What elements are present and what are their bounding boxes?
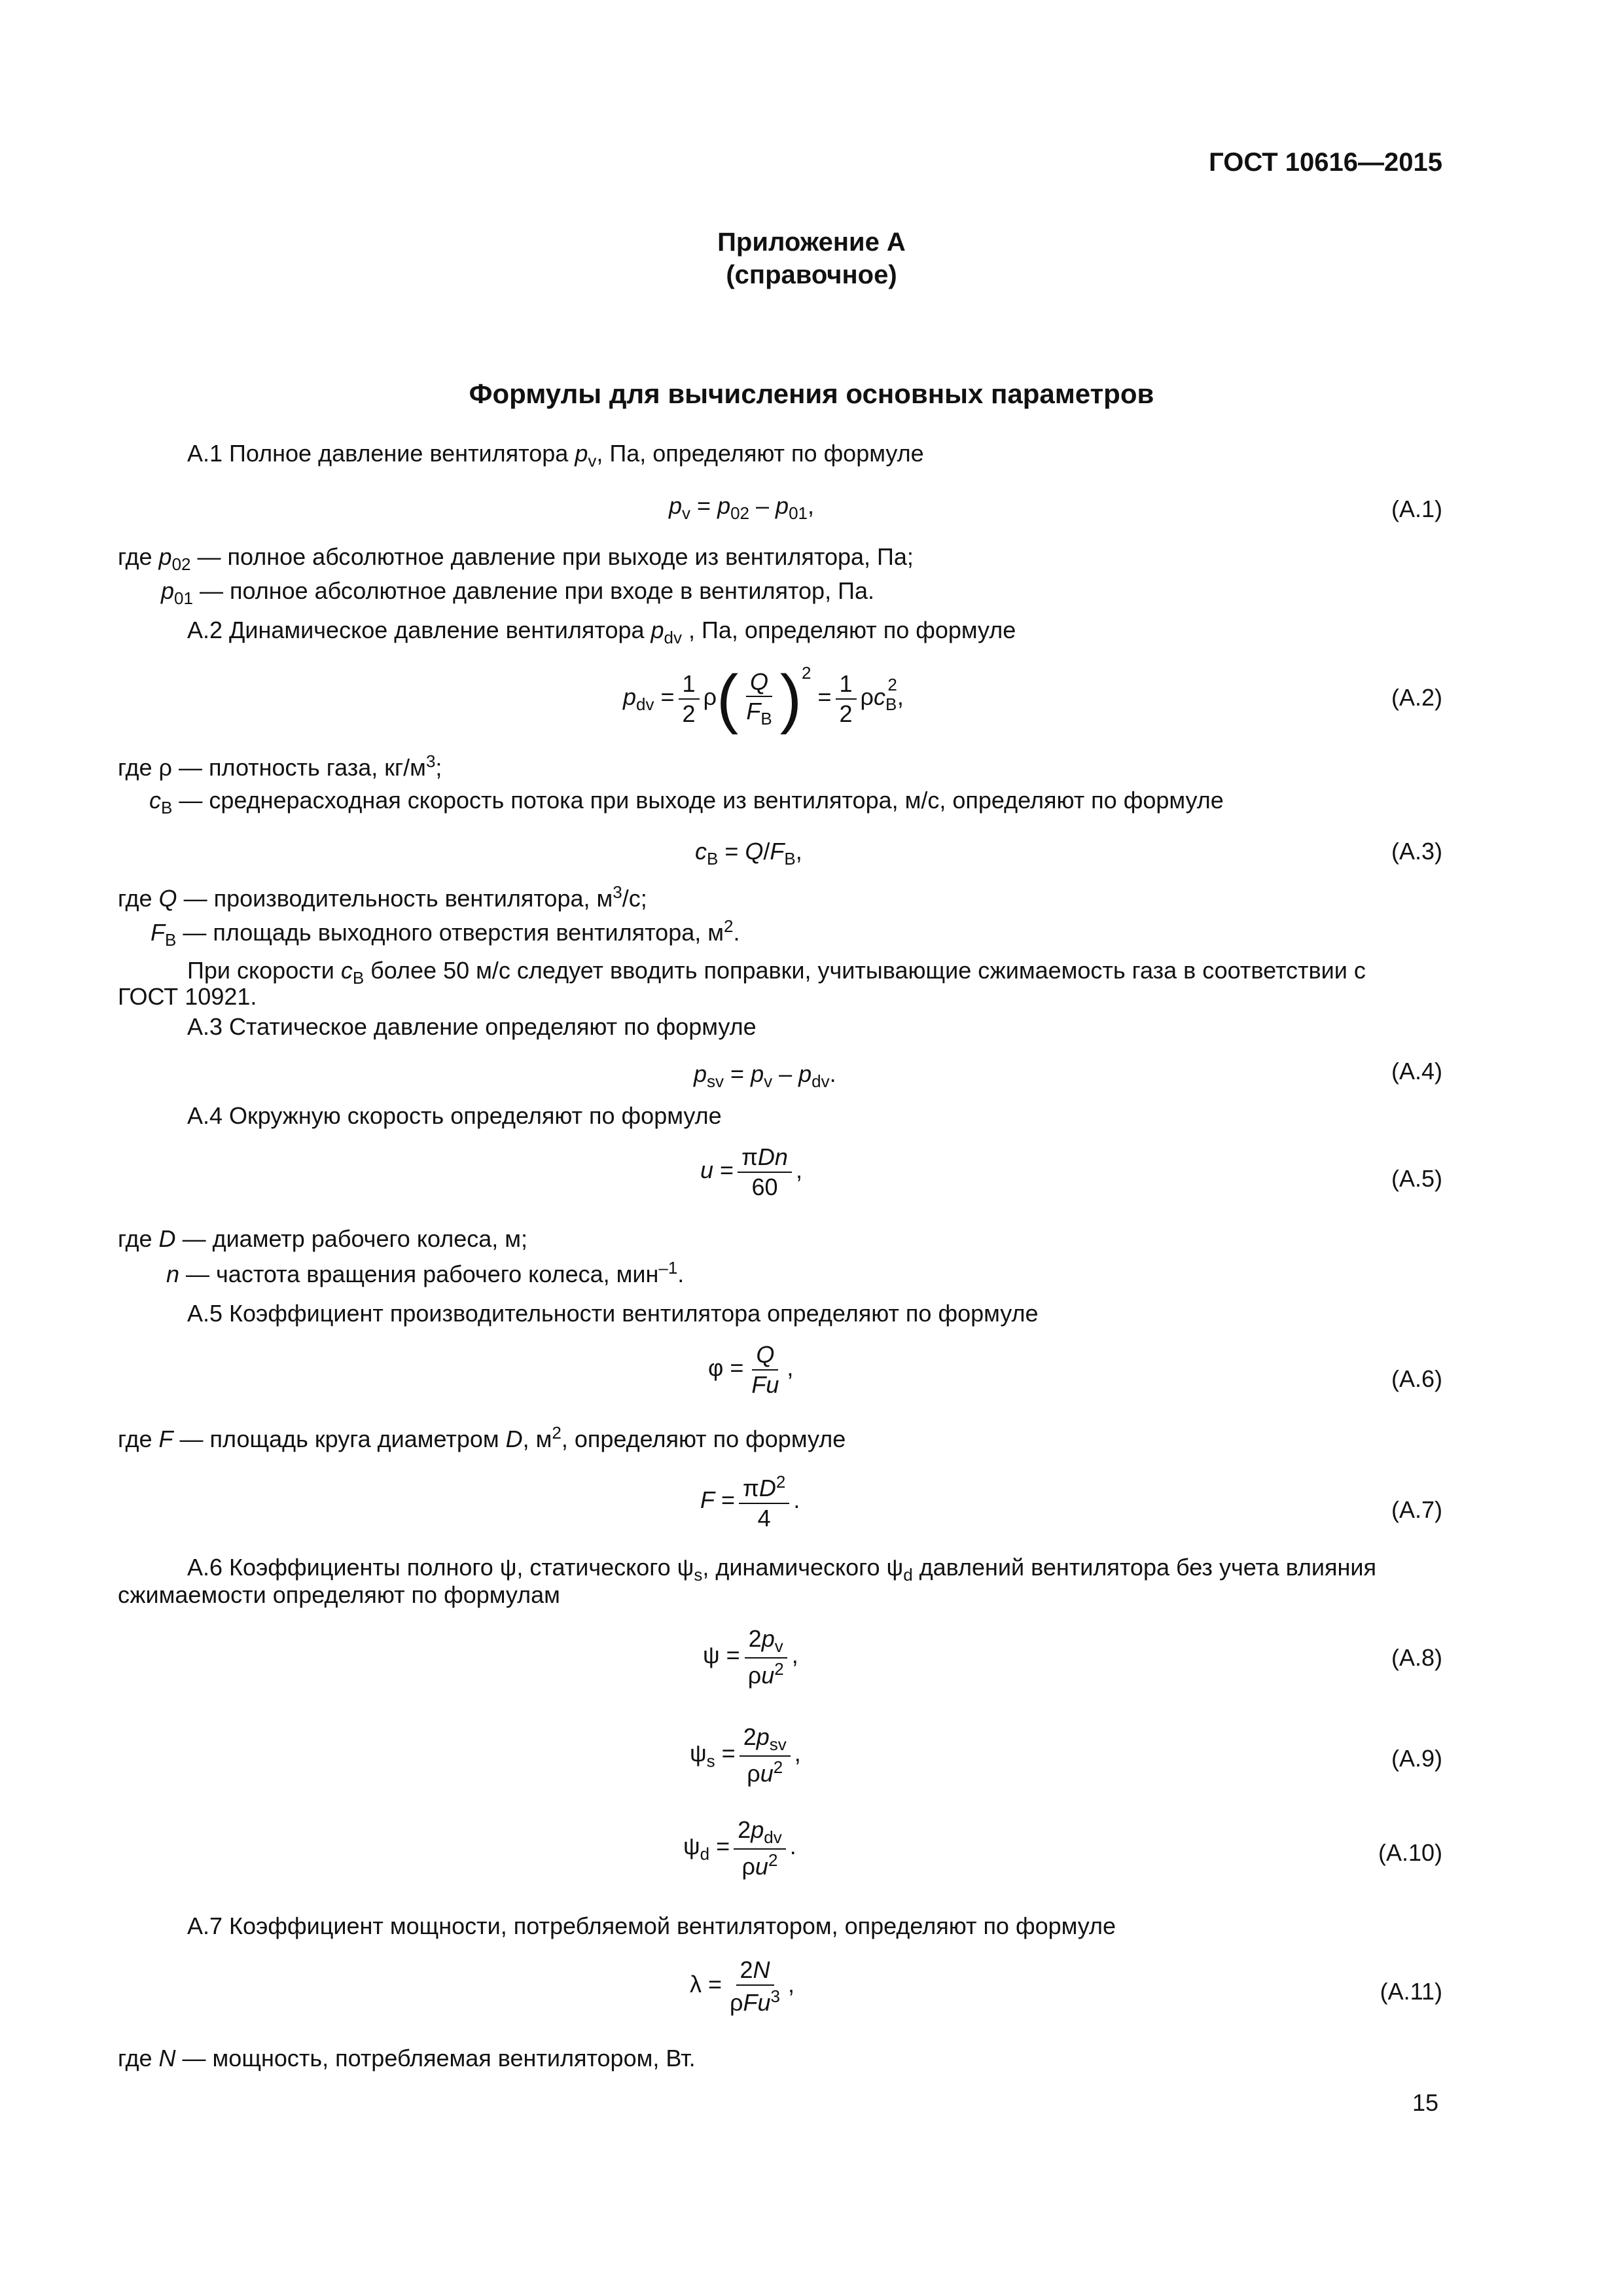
formula-a8: ψ = $\frac{2p_v}{\rho u^2}$ , (703, 1625, 798, 1689)
eq-number-a8: (А.8) (1391, 1644, 1442, 1671)
a5-where: где F — площадь круга диаметром D, $м^2$, определяют по формуле (118, 1423, 846, 1452)
formula-a1: $p_v = p_{02} - p_{01}$, (669, 492, 815, 524)
a2-where-1: где ρ — плотность газа, $кг/м^3$; (118, 751, 442, 781)
a1-paragraph: А.1 Полное давление вентилятора $p_v$, Па, определяют по формуле (187, 440, 924, 471)
formula-a6: φ = $\frac{Q}{Fu}$ , (708, 1341, 794, 1398)
eq-number-a4: (А.4) (1391, 1058, 1442, 1085)
note-line-1: При скорости $c_B$ более 50 м/с следует вводить поправки, учитывающие сжимаемость газа в соответствии с (187, 957, 1366, 988)
formula-a3: $c_B = Q/F_B$, (695, 838, 802, 869)
a7-where: где N — мощность, потребляемая вентилятором, Вт. (118, 2045, 696, 2072)
a2-where-1-end: ; (435, 754, 442, 781)
a6-line1-c: давлений вентилятора без учета влияния (912, 1554, 1377, 1581)
a6-line-2: сжимаемости определяют по формулам (118, 1581, 560, 1608)
where-prefix: где (118, 2045, 159, 2072)
a4-paragraph: А.4 Окружную скорость определяют по формуле (187, 1102, 722, 1129)
a7-paragraph: А.7 Коэффициент мощности, потребляемой вентилятором, определяют по формуле (187, 1912, 1116, 1939)
a2-text-before: А.2 Динамическое давление вентилятора (187, 617, 651, 643)
a6-line-1: А.6 Коэффициенты полного ψ, статического $\psi_s$, динамического $\psi_d$ давлений вентилятора без учета влияния (187, 1554, 1377, 1585)
eq-number-a10: (А.10) (1378, 1839, 1442, 1866)
a1-where-1-text: — полное абсолютное давление при выходе из вентилятора, Па; (197, 543, 914, 570)
a3-where-1: где Q — производительность вентилятора, $м^3/с$; (118, 882, 647, 912)
a5-where-end: , определяют по формуле (561, 1426, 846, 1452)
formula-a10: $\psi_d$ = $\frac{2p_{dv}}{\rho u^2}$ . (683, 1816, 796, 1880)
a3-where-1-end: /с; (622, 885, 647, 912)
where-prefix: где (118, 1225, 159, 1252)
note-text-before: При скорости (187, 957, 341, 984)
a5-where-mid: — площадь круга диаметром (173, 1426, 506, 1452)
where-prefix: где (118, 543, 159, 570)
a1-where-1: где $p_{02}$ — полное абсолютное давление при выходе из вентилятора, Па; (118, 543, 914, 575)
where-prefix: где (118, 1426, 159, 1452)
a4-where-1: где D — диаметр рабочего колеса, м; (118, 1225, 528, 1252)
formula-a7: F = $\frac{\pi D^2}{4}$ . (700, 1472, 800, 1532)
a4-where-1-text: — диаметр рабочего колеса, м; (182, 1225, 528, 1252)
a2-where-2: $c_B$ — среднерасходная скорость потока при выходе из вентилятора, м/с, определяют по формуле (149, 787, 1224, 818)
page-number: 15 (1412, 2089, 1438, 2116)
a1-where-2: $p_{01}$ — полное абсолютное давление при входе в вентилятор, Па. (161, 577, 874, 609)
eq-number-a11: (А.11) (1380, 1978, 1442, 2005)
a5-where-after: , м (522, 1426, 552, 1452)
a2-where-1-text: — плотность газа, кг/м (179, 754, 426, 781)
a3-where-2: $F_B$ — площадь выходного отверстия вентилятора, $м^2$. (151, 916, 740, 950)
eq-number-a1: (А.1) (1391, 495, 1442, 522)
formula-a11: λ = $\frac{2N}{\rho Fu^3}$ , (690, 1956, 795, 2016)
eq-number-a3: (А.3) (1391, 838, 1442, 865)
a3-paragraph: А.3 Статическое давление определяют по формуле (187, 1013, 757, 1040)
appendix-subtitle: (справочное) (726, 260, 897, 289)
a4-where-2-text: — частота вращения рабочего колеса, мин (186, 1261, 659, 1287)
a1-text-after: , Па, определяют по формуле (596, 440, 924, 467)
a5-paragraph: А.5 Коэффициент производительности вентилятора определяют по формуле (187, 1300, 1039, 1327)
section-title: Формулы для вычисления основных параметров (469, 378, 1154, 409)
a3-where-2-end: . (733, 919, 740, 946)
formula-a2: $p_{dv}$ = $\frac{1}{2}$ ρ( $\frac{Q}{F_B}$ )$^2$ = $\frac{1}{2}$ $\rho c_B^2$, (623, 662, 904, 735)
eq-number-a5: (А.5) (1391, 1165, 1442, 1192)
a2-paragraph: А.2 Динамическое давление вентилятора $p_{dv}$ , Па, определяют по формуле (187, 617, 1016, 648)
eq-number-a2: (А.2) (1391, 684, 1442, 711)
a3-where-2-text: — площадь выходного отверстия вентилятора, м (183, 919, 724, 946)
a3-where-1-text: — производительность вентилятора, м (183, 885, 613, 912)
formula-a9: $\psi_s$ = $\frac{2p_{sv}}{\rho u^2}$ , (690, 1723, 801, 1787)
formula-a5: u = $\frac{\text{πDn}}{60}$ , (700, 1143, 802, 1200)
a2-where-2-text: — среднерасходная скорость потока при выходе из вентилятора, м/с, определяют по формуле (179, 787, 1224, 814)
a1-where-2-text: — полное абсолютное давление при входе в вентилятор, Па. (199, 577, 874, 604)
eq-number-a7: (А.7) (1391, 1496, 1442, 1523)
eq-number-a9: (А.9) (1391, 1745, 1442, 1772)
a7-where-text: — мощность, потребляемая вентилятором, Вт. (175, 2045, 696, 2072)
formula-a4: $p_{sv} = p_v - p_{dv}$. (694, 1060, 836, 1092)
note-text-after: более 50 м/с следует вводить поправки, учитывающие сжимаемость газа в соответствии с (364, 957, 1366, 984)
eq-number-a6: (А.6) (1391, 1365, 1442, 1392)
a1-text-before: А.1 Полное давление вентилятора (187, 440, 575, 467)
document-code: ГОСТ 10616—2015 (1209, 148, 1442, 177)
a4-where-2-end: . (677, 1261, 685, 1287)
where-prefix: где (118, 754, 159, 781)
a4-where-2: n — частота вращения рабочего колеса, мин$^{-1}$. (166, 1258, 685, 1287)
a2-text-after: , Па, определяют по формуле (682, 617, 1016, 643)
note-line-2: ГОСТ 10921. (118, 983, 257, 1010)
where-prefix: где (118, 885, 159, 912)
appendix-title: Приложение А (717, 228, 906, 257)
a6-line1-b: , динамического ψ (702, 1554, 904, 1581)
a6-line1-a: А.6 Коэффициенты полного ψ, статического ψ (187, 1554, 694, 1581)
